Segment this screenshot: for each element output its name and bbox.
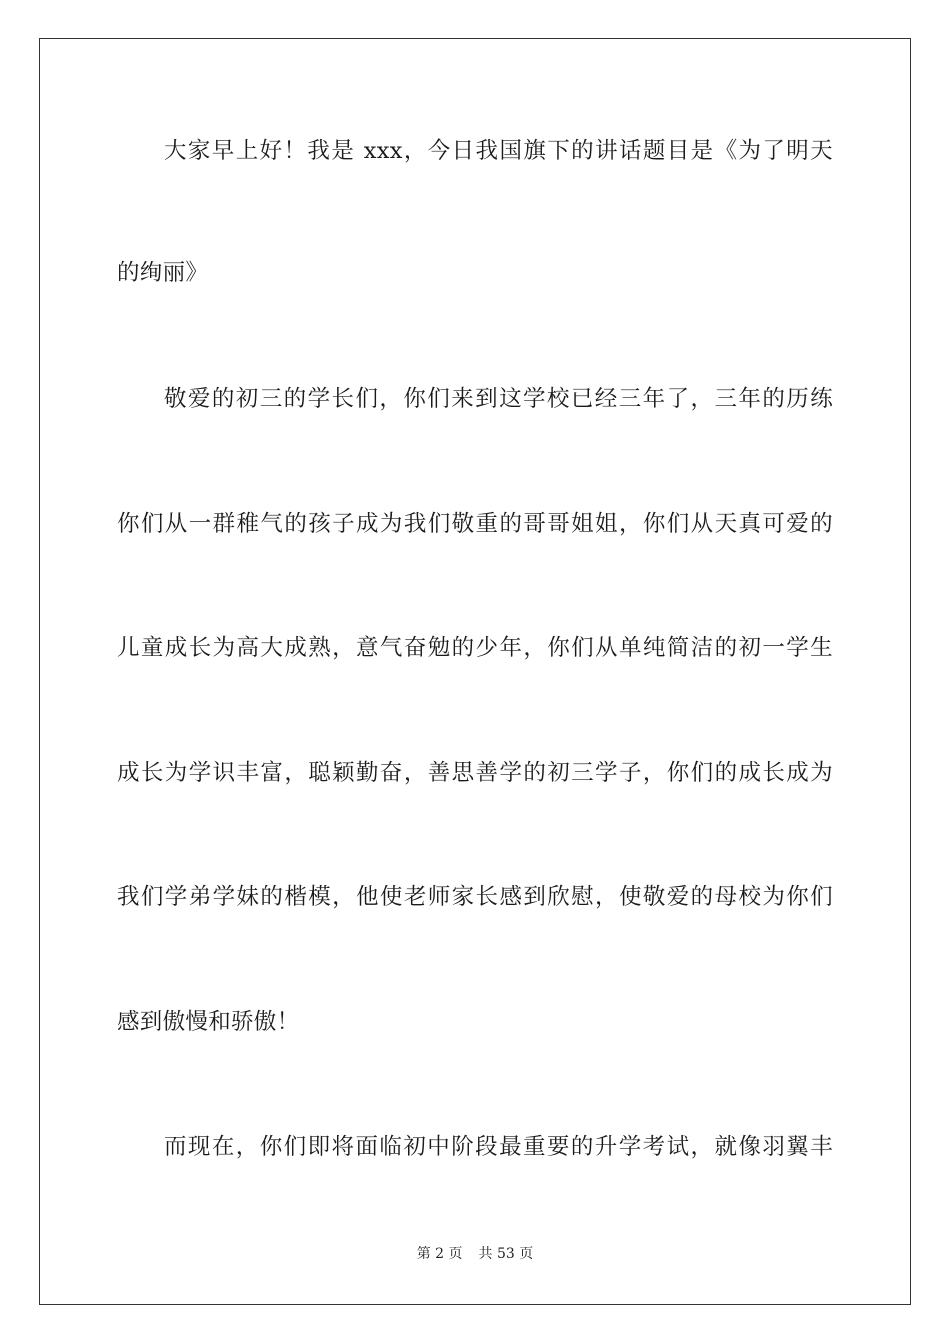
- paragraph-2-line-4: 成长为学识丰富，聪颖勤奋，善思善学的初三学子，你们的成长成为: [117, 760, 833, 786]
- paragraph-2-line-1: 敬爱的初三的学长们，你们来到这学校已经三年了，三年的历练: [164, 386, 833, 412]
- paragraph-3-line-1: 而现在，你们即将面临初中阶段最重要的升学考试，就像羽翼丰: [164, 1134, 833, 1160]
- paragraph-2-line-2: 你们从一群稚气的孩子成为我们敬重的哥哥姐姐，你们从天真可爱的: [117, 511, 833, 537]
- paragraph-1-line-1: 大家早上好！我是 xxx，今日我国旗下的讲话题目是《为了明天: [164, 138, 833, 164]
- paragraph-2-line-3: 儿童成长为高大成熟，意气奋勉的少年，你们从单纯简洁的初一学生: [117, 635, 833, 661]
- page-border: [39, 38, 911, 1305]
- total-pages: 共 53 页: [478, 1246, 534, 1262]
- paragraph-1-line-2: 的绚丽》: [117, 260, 209, 286]
- paragraph-2-line-6: 感到傲慢和骄傲！: [117, 1009, 300, 1035]
- paragraph-2-line-5: 我们学弟学妹的楷模，他使老师家长感到欣慰，使敬爱的母校为你们: [117, 884, 833, 910]
- page-footer: [0, 1244, 950, 1264]
- page-number: 第 2 页: [416, 1246, 463, 1262]
